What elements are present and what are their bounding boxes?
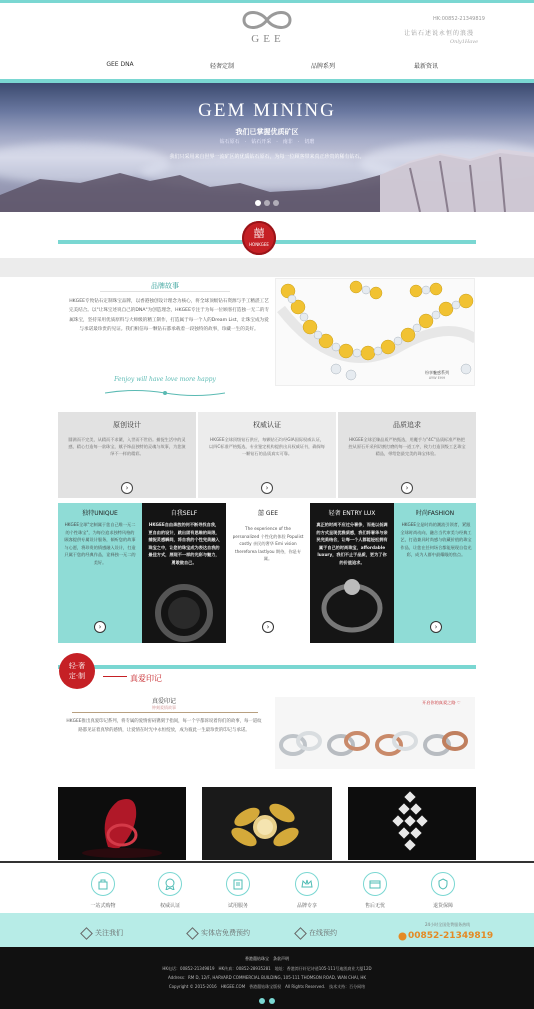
gray-band bbox=[0, 258, 534, 277]
ornament-divider-icon bbox=[105, 388, 225, 398]
footer-links[interactable]: 香港囍钻珠宝 条款声明 bbox=[245, 956, 289, 961]
couple-rings-image[interactable] bbox=[275, 697, 475, 769]
necklace-caption bbox=[425, 370, 449, 380]
footer-social-icons[interactable] bbox=[258, 997, 278, 1005]
style-card-gee[interactable] bbox=[226, 503, 310, 643]
hotline-text: HK:00852-21349819 bbox=[433, 16, 485, 22]
story-title: 品牌故事 bbox=[151, 282, 179, 290]
service-label: 一站式购物 bbox=[90, 903, 116, 909]
service-trial[interactable] bbox=[213, 872, 263, 909]
custom-section-title: 真爱印记 bbox=[130, 674, 162, 683]
red-ring-illustration bbox=[58, 787, 186, 860]
rings-caption: 开启你的真爱之路 ♡ bbox=[422, 700, 461, 705]
diamond-icon bbox=[294, 927, 307, 940]
phone-icon bbox=[398, 932, 407, 941]
arrow-right-icon[interactable]: › bbox=[94, 621, 106, 633]
online-booking-link[interactable] bbox=[296, 928, 337, 938]
custom-title-arrow bbox=[103, 676, 127, 677]
seal-line1: 轻·奢 bbox=[68, 662, 86, 670]
top-accent-bar bbox=[0, 0, 534, 3]
feature-card-original-design[interactable] bbox=[58, 412, 196, 498]
custom-sub-en: 钟刻爱情故事 bbox=[152, 705, 176, 710]
feature-desc: HKGEE全球顶级钻石供应，每颗钻石均经GIA国际权威认证，以四C标准严格甄选，专业鉴定机构提供出具权威证书，确保每一颗钻石的品质真实可靠。 bbox=[209, 437, 325, 456]
feature-card-certification[interactable] bbox=[198, 412, 336, 498]
necklace-caption-title: 纷享魅惑系列 bbox=[425, 370, 449, 375]
footer-contact: HK电话：00852-21349819 HK传真：00852-28935281 地址：香港湾仔轩尼诗道105-111号迪凯商业大厦12D bbox=[162, 966, 372, 971]
style-title: 时尚FASHION bbox=[415, 510, 455, 517]
service-label: 试用服务 bbox=[227, 903, 248, 909]
hotline-number[interactable]: 00852-21349819 bbox=[408, 931, 494, 941]
nav-series[interactable]: 品牌系列 bbox=[310, 63, 335, 70]
custom-text: HKGEE推出真爱印记系列，将专属的爱情密码镌刻于指间，每一个字都诉说着你们的故事，每一道纹路都见证着真挚的感情，让爱情在时光中永恒绽放，成为彼此一生最珍贵的印记与承诺。 bbox=[66, 719, 262, 733]
style-desc: HKGEE全球"定制属于您自己唯一无二的个性珠宝"，为每位追求独特风格的顾客提供专属设计服务，倾听您的故事与心愿，将珍贵的情感融入设计，打造只属于您的经典作品，诠释独一无二的美好。 bbox=[64, 522, 136, 565]
feature-title: 原创设计 bbox=[113, 421, 141, 429]
banner-tags: 钻石原石 · 钻石开采 · 南非 · 切磨 bbox=[219, 139, 315, 145]
service-label: 权威认证 bbox=[159, 903, 180, 909]
brooch-illustration bbox=[202, 787, 332, 860]
style-title: 独特UNIQUE bbox=[82, 510, 118, 517]
arrow-right-icon[interactable]: › bbox=[121, 482, 133, 494]
header-slogan-sub: Only1Have bbox=[450, 39, 479, 45]
bag-icon bbox=[91, 872, 115, 896]
follow-us-link[interactable] bbox=[82, 928, 123, 938]
diamond-icon bbox=[186, 927, 199, 940]
style-desc: HKGEE全是时尚的潮流引领者，紧跟全球时尚动向，融合当代审美与经典工艺，打造兼具时尚感与收藏价值的珠宝作品，让您在任何场合都能展现自信光彩，成为人群中最耀眼的焦点。 bbox=[400, 522, 472, 558]
style-desc: The experience of the personalized 个性化的体验 Populist costly 亲民的奢华 Emi vision thereforea lastlyou 期待，你是专属。 bbox=[232, 526, 304, 562]
custom-sub-title: 真爱印记 bbox=[151, 698, 176, 705]
style-title: 囍 GEE bbox=[257, 510, 279, 517]
feature-card-quality[interactable] bbox=[338, 412, 476, 498]
seal-line2: 定·制 bbox=[68, 672, 86, 680]
style-title: 自我SELF bbox=[170, 510, 198, 517]
style-card-entry-lux[interactable] bbox=[310, 503, 394, 643]
diamond-icon bbox=[80, 927, 93, 940]
diamond-pendant-image[interactable] bbox=[348, 787, 476, 860]
feature-title: 权威认证 bbox=[253, 421, 281, 429]
style-card-fashion[interactable] bbox=[394, 503, 476, 643]
service-return[interactable] bbox=[418, 872, 468, 909]
style-desc: HKGEE自由奔放的何不断寻找自我，更自由的设计，跳出固有思维的局限，捕捉灵感瞬间，将自我的个性完美融入珠宝之中，让您的珠宝成为表达自我的最佳方式，展现不一样的光彩与魅力，勇敢做自己。 bbox=[148, 522, 220, 565]
banner-subtitle: 我们已掌握优质矿区 bbox=[235, 128, 299, 136]
rings-illustration bbox=[275, 697, 475, 769]
badge-icon bbox=[158, 872, 182, 896]
store-booking-link[interactable] bbox=[188, 928, 250, 938]
service-after-sales[interactable] bbox=[350, 872, 400, 909]
banner-title: GEM MINING bbox=[198, 100, 336, 121]
footer-copyright: Copyright © 2015-2016 HKGEE.COM 香港囍钻珠宝版权 All Rights Reserved. 技术支持：百分网络 bbox=[168, 984, 366, 989]
section-divider bbox=[58, 665, 476, 669]
story-title-underline bbox=[100, 291, 230, 292]
carousel-dots[interactable] bbox=[254, 199, 280, 207]
arrow-right-icon[interactable]: › bbox=[261, 482, 273, 494]
card-icon bbox=[363, 872, 387, 896]
seal-glyph: 囍 bbox=[253, 227, 265, 240]
service-brand[interactable] bbox=[282, 872, 332, 909]
service-certification[interactable] bbox=[145, 872, 195, 909]
service-label: 售后无忧 bbox=[364, 903, 385, 909]
gold-pearl-brooch-image[interactable] bbox=[202, 787, 332, 860]
service-label: 退货保障 bbox=[432, 903, 453, 909]
style-card-unique[interactable] bbox=[58, 503, 142, 643]
custom-underline bbox=[72, 712, 258, 713]
red-ring-image[interactable] bbox=[58, 787, 186, 860]
follow-label: 关注我们 bbox=[95, 929, 123, 937]
story-slogan-en: Fenjoy will have love more happy bbox=[114, 376, 216, 383]
nav-news[interactable]: 最新资讯 bbox=[413, 63, 438, 70]
wax-seal-logo bbox=[242, 221, 276, 255]
custom-wax-seal bbox=[59, 653, 95, 689]
arrow-right-icon[interactable]: › bbox=[430, 621, 442, 633]
story-text: HKGEE专致钻石定制珠宝品牌，以香港独创设计理念为核心，将全球顶级钻石资源与手工精湛工艺完美结合。以"让珠宝述说自己的DNA"为创造理念，HKGEE专注于为每一位顾客打造独一无二的专属珠宝，坚持采用优质原料与大师级的精工制作，打造属于每一个人的Dream List，让珠宝成为爱与承诺最珍贵的见证。我们相信每一颗钻石都承载着一段独特的故事，珍藏一生的美好。 bbox=[68, 299, 270, 332]
nav-gee-dna[interactable]: GEE DNA bbox=[106, 61, 134, 68]
crown-icon bbox=[295, 872, 319, 896]
shield-icon bbox=[431, 872, 455, 896]
header-slogan: 让钻石述说永恒的浪漫 bbox=[404, 30, 475, 37]
necklace-caption-sub: AYW EHH bbox=[428, 376, 446, 380]
store-label: 实体店免费预约 bbox=[201, 929, 250, 937]
pendant-illustration bbox=[348, 787, 476, 860]
feature-desc: 圆满而不完美，从精而不求繁，入世而不世俗。捕捉生活中的灵感，精心打造每一款珠宝，赋予饰品独特的灵魂与故事，为您演绎不一样的精彩。 bbox=[68, 437, 186, 456]
online-label: 在线预约 bbox=[309, 929, 337, 937]
style-title: 轻奢 ENTRY LUX bbox=[328, 510, 376, 517]
arrow-right-icon[interactable]: › bbox=[262, 621, 274, 633]
nav-custom[interactable]: 轻奢定制 bbox=[209, 63, 234, 70]
banner-description: 我们只采用来自世界一流矿区的优质钻石原石，为每一位顾客带来真正珍贵的稀有钻石。 bbox=[169, 154, 365, 160]
footer-address: Address：RM D, 12/F, HARVARD COMMERCIAL BUILDING, 105-111 THOMSON ROAD, WAN CHAI, HK bbox=[168, 975, 366, 980]
brand-name: GEE bbox=[251, 33, 285, 45]
follow-bar bbox=[0, 913, 534, 947]
arrow-right-icon[interactable]: › bbox=[401, 482, 413, 494]
footer-separator bbox=[0, 861, 534, 863]
seal-text: HONKGEE bbox=[249, 242, 269, 247]
service-one-stop[interactable] bbox=[78, 872, 128, 909]
feature-desc: HKGEE全球至臻品质严格甄选，用魔手与"4C"品质标准严格把控从原石开采到切割打磨的每一道工序，致力打造顶级工艺珠宝精品，带给您最完美的珠宝体验。 bbox=[348, 437, 466, 456]
service-label: 品牌专享 bbox=[296, 903, 317, 909]
infinity-logo-icon[interactable] bbox=[238, 8, 296, 32]
style-card-self[interactable] bbox=[142, 503, 226, 643]
style-desc: 真正的时尚不应过分奢侈，而是以低调的方式呈现优雅质感，我们将奢华与亲民完美结合，让每一个人都能轻松拥有属于自己的时尚珠宝，affordable luxury，我们不止于品质，更为了你的价值追求。 bbox=[316, 522, 388, 565]
clipboard-icon bbox=[226, 872, 250, 896]
feature-title: 品质追求 bbox=[393, 421, 421, 429]
hotline-hours: 24小时全国免费服务热线 bbox=[425, 922, 471, 927]
